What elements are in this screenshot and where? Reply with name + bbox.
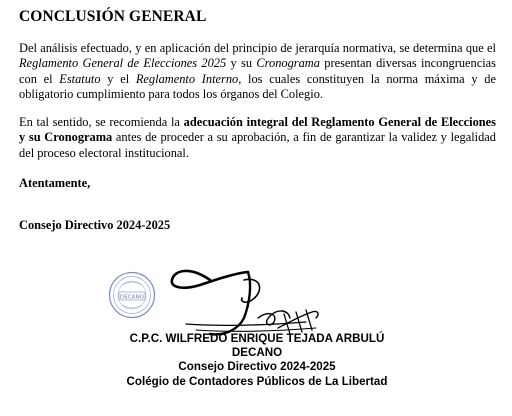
paragraph-text: presentan diversas incongruencias con el <box>19 56 496 86</box>
seal-label: DECANO <box>119 294 145 301</box>
internal-regulation-title: Reglamento Interno <box>135 71 239 86</box>
schedule-title: Cronograma <box>256 56 320 71</box>
paragraph-text: antes de proceder a su aprobación, a fin de garantizar la validez y legalidad del proceso electoral institucional. <box>19 130 496 160</box>
paragraph-text: y el <box>100 71 136 86</box>
paragraph-text: En tal sentido, se recomienda la <box>19 115 184 129</box>
paragraph-recommendation <box>19 115 496 161</box>
signer-council: Consejo Directivo 2024-2025 <box>178 360 336 374</box>
signer-role: DECANO <box>231 346 283 360</box>
signer-name: C.P.C. WILFREDO ENRIQUE TEJADA ARBULÚ <box>129 332 385 345</box>
official-seal-icon <box>108 271 156 319</box>
section-heading: CONCLUSIÓN GENERAL <box>19 8 207 25</box>
signer-institution: Colégio de Contadores Públicos de La Libertad <box>126 374 388 388</box>
council-name: Consejo Directivo 2024-2025 <box>19 218 171 232</box>
regulation-title: Reglamento General de Elecciones 2025 <box>19 56 227 71</box>
closing-salutation: Atentamente, <box>19 176 91 190</box>
recommendation-emphasis: adecuación integral del Reglamento General de Elecciones y su Cronograma <box>19 115 496 145</box>
paragraph-text: Del análisis efectuado, y en aplicación del principio de jerarquía normativa, se determina que el <box>19 41 496 55</box>
paragraph-text: y su <box>226 56 257 71</box>
statute-title: Estatuto <box>59 71 101 86</box>
signature-block <box>111 332 403 389</box>
paragraph-analysis <box>19 41 496 102</box>
paragraph-text: , los cuales constituyen la norma máxima y de obligatorio cumplimiento para todos los órganos del Colegio. <box>19 71 496 101</box>
